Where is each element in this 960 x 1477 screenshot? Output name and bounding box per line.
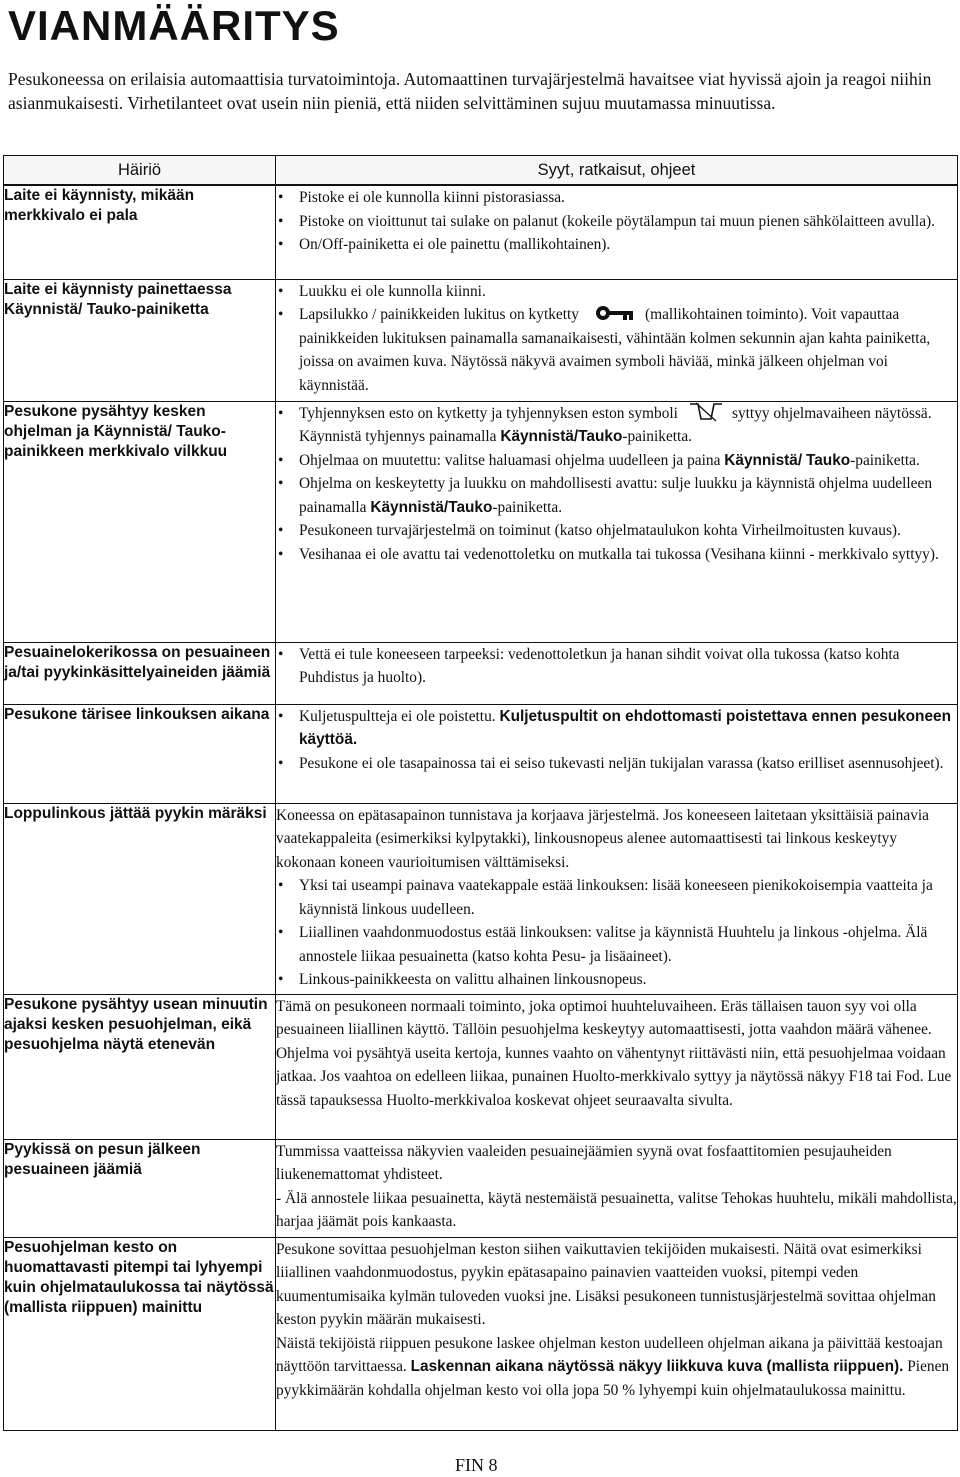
program-text-end: -painiketta.: [850, 451, 920, 469]
page-number: FIN 8: [455, 1455, 498, 1475]
duration-bold-text: Laskennan aikana näytössä näkyy liikkuva kuva (mallista riippuen).: [410, 1358, 904, 1375]
drain-text-end: -painiketta.: [622, 428, 692, 445]
solution-cell: [276, 401, 958, 642]
door-text-end: -painiketta.: [492, 498, 563, 516]
duration-text-after: Pienen pyykkimäärän kohdalla ohjelman kesto voi olla jopa 50 % lyhyempi kuin ohjelmataulukossa mainittu.: [276, 1358, 950, 1399]
list-item: [276, 402, 957, 449]
solution-cell: [276, 1139, 958, 1237]
paragraph: [276, 1332, 957, 1403]
solution-cell: [276, 704, 958, 803]
solution-cell: [276, 185, 958, 279]
problem-cell: [4, 185, 276, 279]
program-text-before: Ohjelmaa on muutettu: valitse haluamasi ohjelma uudelleen ja paina: [299, 451, 721, 469]
table-row: [4, 704, 958, 803]
problem-cell: [4, 803, 276, 994]
bolts-warning: Kuljetuspultit on ehdottomasti poistettava ennen pesukoneen käyttöä.: [299, 707, 951, 748]
drain-text-after: syttyy ohjelmavaiheen näytössä. Käynnistä tyhjennys painamalla: [299, 404, 932, 445]
list-item: [276, 705, 957, 752]
table-row: [4, 279, 958, 401]
table-row: [4, 803, 958, 994]
solution-cell: [276, 279, 958, 401]
table-row: [4, 185, 958, 279]
problem-text: Laite ei käynnisty painettaessa Käynnistä/ Tauko-painiketta: [4, 280, 232, 318]
problem-cell: [4, 279, 276, 401]
solution-cell: [276, 803, 958, 994]
start-pause-label: Käynnistä/Tauko: [500, 428, 623, 445]
table-row: [4, 994, 958, 1139]
problem-text: Loppulinkous jättää pyykin märäksi: [4, 804, 267, 822]
list-item: • On/Off-painiketta ei ole painettu (mallikohtainen).: [276, 233, 957, 257]
paragraph: - Älä annostele liikaa pesuainetta, käytä nestemäistä pesuainetta, valitse Tehokas huuhtelu, mikäli mahdollista, harjaa jäämät pois kankaasta.: [276, 1189, 957, 1230]
list-item: • Liiallinen vaahdonmuodostus estää linkouksen: valitse ja käynnistä Huuhtelu ja linkous -ohjelma. Älä annostele liikaa pesuainetta (katso kohta Pesu- ja lisäaineet).: [276, 921, 957, 968]
key-icon: [595, 305, 635, 321]
problem-text: Pyykissä on pesun jälkeen pesuaineen jäämiä: [4, 1140, 201, 1178]
problem-cell: [4, 704, 276, 803]
solution-cell: [276, 642, 958, 704]
problem-cell: [4, 401, 276, 642]
door-text-before: Ohjelma on keskeytetty ja luukku on mahdollisesti avattu: sulje luukku ja käynnistä ohjelma uudelleen painamalla: [299, 475, 933, 516]
table-row: [4, 1237, 958, 1430]
list-item: • Pesukoneen turvajärjestelmä on toiminut (katso ohjelmataulukon kohta Virheilmoitusten kuvaus).: [276, 519, 957, 543]
problem-cell: [4, 1237, 276, 1430]
list-item: • Pistoke ei ole kunnolla kiinni pistorasiassa.: [276, 186, 957, 210]
list-item: [276, 472, 957, 519]
start-label: Käynnistä/: [724, 451, 803, 469]
problem-text: Laite ei käynnisty, mikään merkkivalo ei pala: [4, 187, 195, 224]
problem-cell: [4, 1139, 276, 1237]
list-item: • Pistoke on vioittunut tai sulake on palanut (kokeile pöytälampun tai muun pienen sähkölaitteen avulla).: [276, 210, 957, 234]
page-title: VIANMÄÄRITYS: [8, 2, 340, 49]
list-item: • Linkous-painikkeesta on valittu alhainen linkousnopeus.: [276, 968, 957, 992]
drain-text-before: Tyhjennyksen esto on kytketty ja tyhjennyksen eston symboli: [299, 404, 678, 422]
drain-icon: [688, 402, 724, 422]
column-header-solution: Syyt, ratkaisut, ohjeet: [276, 156, 958, 186]
paragraph: Tummissa vaatteissa näkyvien vaaleiden pesuainejäämien syynä ovat fosfaattitomien pesujauheiden liukenemattomat yhdisteet.: [276, 1142, 892, 1183]
list-item: [276, 449, 957, 473]
table-row: [4, 1139, 958, 1237]
problem-cell: [4, 994, 276, 1139]
solution-cell: [276, 1237, 958, 1430]
list-item: • Vettä ei tule koneeseen tarpeeksi: vedenottoletkun ja hanan sihdit voivat olla tukossa (katso kohta Puhdistus ja huolto).: [276, 643, 957, 690]
intro-text: Pesukoneessa on erilaisia automaattisia turvatoimintoja. Automaattinen turvajärjestelmä havaitsee viat hyvissä ajoin ja reagoi niihin asianmukaisesti. Virhetilanteet ovat usein niin pieniä, että niiden selvittäminen sujuu muutamassa minuutissa.: [8, 69, 932, 113]
solution-cell: [276, 994, 958, 1139]
list-item: • Luukku ei ole kunnolla kiinni.: [276, 280, 957, 304]
start-pause-label: Käynnistä/Tauko: [370, 498, 493, 516]
paragraph: Tämä on pesukoneen normaali toiminto, joka optimoi huuhteluvaiheen. Eräs tällaisen tauon syy voi olla pesuaineen liiallinen käyttö. Tällöin pesuohjelma keskeytyy automaattisesti, jotta vaahdon määrä vähenee. Ohjelma voi pysähtyä useita kertoja, kunnes vaahto on vähentynyt riittävästi niin, että pesuohjelmaa voidaan jatkaa. Jos vaahtoa on edelleen liikaa, punainen Huolto-merkkivalo syttyy ja näytössä näkyy F18 tai Fod. Lue tässä tapauksessa Huolto-merkkivaloa koskevat ohjeet seuraavalta sivulta.: [276, 997, 952, 1109]
list-item: [276, 303, 957, 397]
duration-text-before: Näistä tekijöistä riippuen pesukone laskee ohjelman keston uudelleen ohjelman aikana ja päivittää kestoajan näyttöön tarvittaessa.: [276, 1334, 943, 1375]
lock-text-after: (mallikohtainen toiminto). Voit vapauttaa painikkeiden lukituksen painamalla samanaikaisesti, vähintään kolmen sekunnin ajan kahta painiketta, joissa on avaimen kuva. Näytössä näkyvä avaimen symboli häviää, minkä jälkeen ohjelman voi käynnistää.: [299, 306, 931, 394]
troubleshooting-table: [3, 155, 958, 1431]
lock-text-before: Lapsilukko / painikkeiden lukitus on kytketty: [299, 306, 579, 323]
list-item: • Pesukone ei ole tasapainossa tai ei seiso tukevasti neljän tukijalan varassa (katso erilliset asennusohjeet).: [276, 752, 957, 776]
problem-cell: [4, 642, 276, 704]
paragraph: Koneessa on epätasapainon tunnistava ja korjaava järjestelmä. Jos koneeseen laitetaan yksittäisiä painavia vaatekappaleita (esimerkiksi kylpytakki), linkousnopeus alenee automaattisesti tai linkous keskeytyy kokonaan koneen vaurioitumisen välttämiseksi.: [276, 806, 930, 871]
problem-text: Pesukone pysähtyy kesken ohjelman ja Käynnistä/ Tauko-painikkeen merkkivalo vilkkuu: [4, 402, 228, 460]
problem-text: Pesuohjelman kesto on huomattavasti pitempi tai lyhyempi kuin ohjelmataulukossa tai näytössä (mallista riippuen) mainittu: [4, 1238, 274, 1316]
table-row: [4, 642, 958, 704]
list-item: • Yksi tai useampi painava vaatekappale estää linkouksen: lisää koneeseen pienikokoisempia vaatteita ja käynnistä linkous uudelleen.: [276, 874, 957, 921]
list-item: • Vesihanaa ei ole avattu tai vedenottoletku on mutkalla tai tukossa (Vesihana kiinni - merkkivalo syttyy).: [276, 543, 957, 567]
table-row: [4, 401, 958, 642]
pause-label: Tauko: [805, 451, 851, 469]
problem-text: Pesukone pysähtyy usean minuutin ajaksi kesken pesuohjelman, eikä pesuohjelma näytä etenevän: [4, 995, 268, 1053]
bolts-text: Kuljetuspultteja ei ole poistettu.: [299, 707, 496, 725]
table-header-row: [4, 156, 958, 186]
problem-text: Pesuainelokerikossa on pesuaineen ja/tai pyykinkäsittelyaineiden jäämiä: [4, 643, 271, 681]
paragraph: Pesukone sovittaa pesuohjelman keston siihen vaikuttavien tekijöiden mukaisesti. Näitä ovat esimerkiksi liiallinen vaahdonmuodostus, pyykin epätasapaino painavien vaatteiden vuoksi, pitempi veden kuumentumisaika kylmän tuloveden vuoksi jne. Lisäksi pesukoneen tunnistusjärjestelmä sovittaa ohjelman keston pyykin määrän mukaisesti.: [276, 1240, 936, 1328]
column-header-problem: Häiriö: [4, 156, 276, 186]
problem-text: Pesukone tärisee linkouksen aikana: [4, 705, 270, 723]
